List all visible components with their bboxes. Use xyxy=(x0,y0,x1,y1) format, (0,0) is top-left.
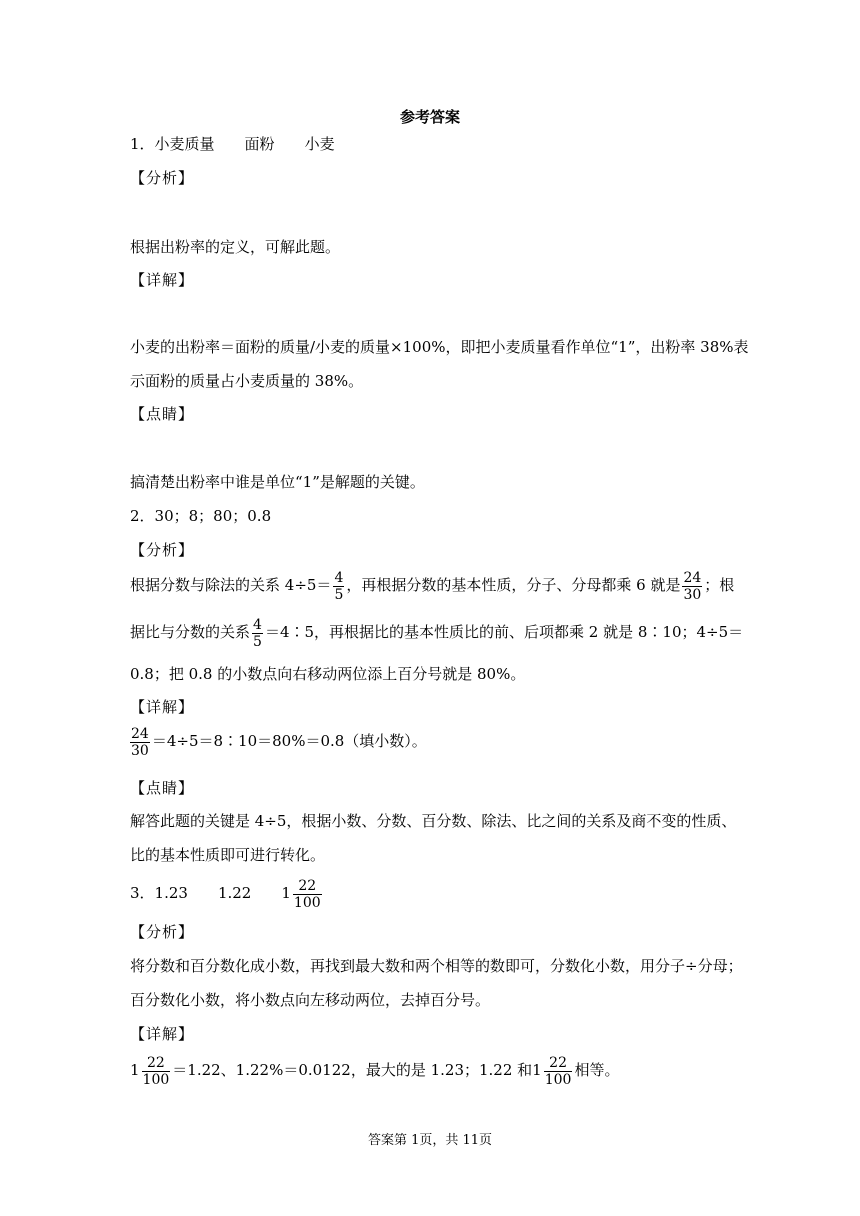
q2-detail-label: 【详解】 xyxy=(130,698,195,716)
fraction: $\frac{22}{100}$ xyxy=(293,877,321,911)
q2-comment-text-2: 比的基本性质即可进行转化。 xyxy=(130,846,326,864)
q3-detail-line: 1 $\frac{22}{100}$ ＝1.22、1.22%＝0.0122，最大的是 1.23；1.22 和1 $\frac{22}{100}$ 相等。 xyxy=(130,1054,620,1088)
q2-analysis-label: 【分析】 xyxy=(130,541,195,559)
q3-answer-line: 3．1.23 1.22 1 $\frac{22}{100}$ xyxy=(130,877,321,911)
q3-detail-label: 【详解】 xyxy=(130,1025,195,1043)
page-footer: 答案第 1页，共 11页 xyxy=(367,1133,493,1148)
q2-analysis-line-3: 0.8；把 0.8 的小数点向右移动两位添上百分号就是 80%。 xyxy=(130,665,526,683)
fraction: $\frac{4}{5}$ xyxy=(253,616,262,650)
q1-detail-label: 【详解】 xyxy=(130,271,195,289)
q1-answer-line xyxy=(130,134,335,154)
q1-answer-1: 1．小麦质量 xyxy=(130,135,215,153)
q1-detail-text-2: 示面粉的质量占小麦质量的 38%。 xyxy=(130,372,364,390)
q1-detail-text-1: 小麦的出粉率＝面粉的质量/小麦的质量×100%，即把小麦质量看作单位“1”，出粉率 38%表 xyxy=(130,338,749,356)
q2-comment-label: 【点睛】 xyxy=(130,779,195,797)
q1-answer-3: 小麦 xyxy=(304,135,335,153)
q2-answer-line: 2．30；8；80；0.8 xyxy=(130,507,272,525)
fraction: $\frac{4}{5}$ xyxy=(334,569,344,603)
q1-analysis-text: 根据出粉率的定义，可解此题。 xyxy=(130,238,341,256)
q1-answer-2: 面粉 xyxy=(244,135,275,153)
q1-comment-text: 搞清楚出粉率中谁是单位“1”是解题的关键。 xyxy=(130,473,425,491)
q2-analysis-line-1: 根据分数与除法的关系 4÷5＝ $\frac{4}{5}$ ，再根据分数的基本性质，分子、分母都乘 6 就是 $\frac{24}{30}$ ；根 xyxy=(130,569,735,603)
q3-analysis-text-1: 将分数和百分数化成小数，再找到最大数和两个相等的数即可，分数化小数，用分子÷分母； xyxy=(130,957,743,975)
q2-detail-line: $\frac{24}{30}$ ＝4÷5＝8∶10＝80%＝0.8（填小数）。 xyxy=(131,725,427,759)
q1-analysis-label: 【分析】 xyxy=(130,169,195,187)
fraction: $\frac{24}{30}$ xyxy=(683,569,702,603)
fraction: $\frac{24}{30}$ xyxy=(131,725,149,759)
q3-analysis-text-2: 百分数化小数，将小数点向左移动两位，去掉百分号。 xyxy=(130,991,491,1009)
fraction: $\frac{22}{100}$ xyxy=(142,1054,170,1088)
q1-comment-label: 【点睛】 xyxy=(130,405,195,423)
q2-comment-text-1: 解答此题的关键是 4÷5，根据小数、分数、百分数、除法、比之间的关系及商不变的性质、 xyxy=(130,812,737,830)
page-title: 参考答案 xyxy=(399,108,460,126)
fraction: $\frac{22}{100}$ xyxy=(544,1054,572,1088)
q2-analysis-line-2: 据比与分数的关系 $\frac{4}{5}$ ＝4∶5，再根据比的基本性质比的前、后项都乘 2 就是 8∶10；4÷5＝ xyxy=(130,616,744,650)
q3-analysis-label: 【分析】 xyxy=(130,923,195,941)
